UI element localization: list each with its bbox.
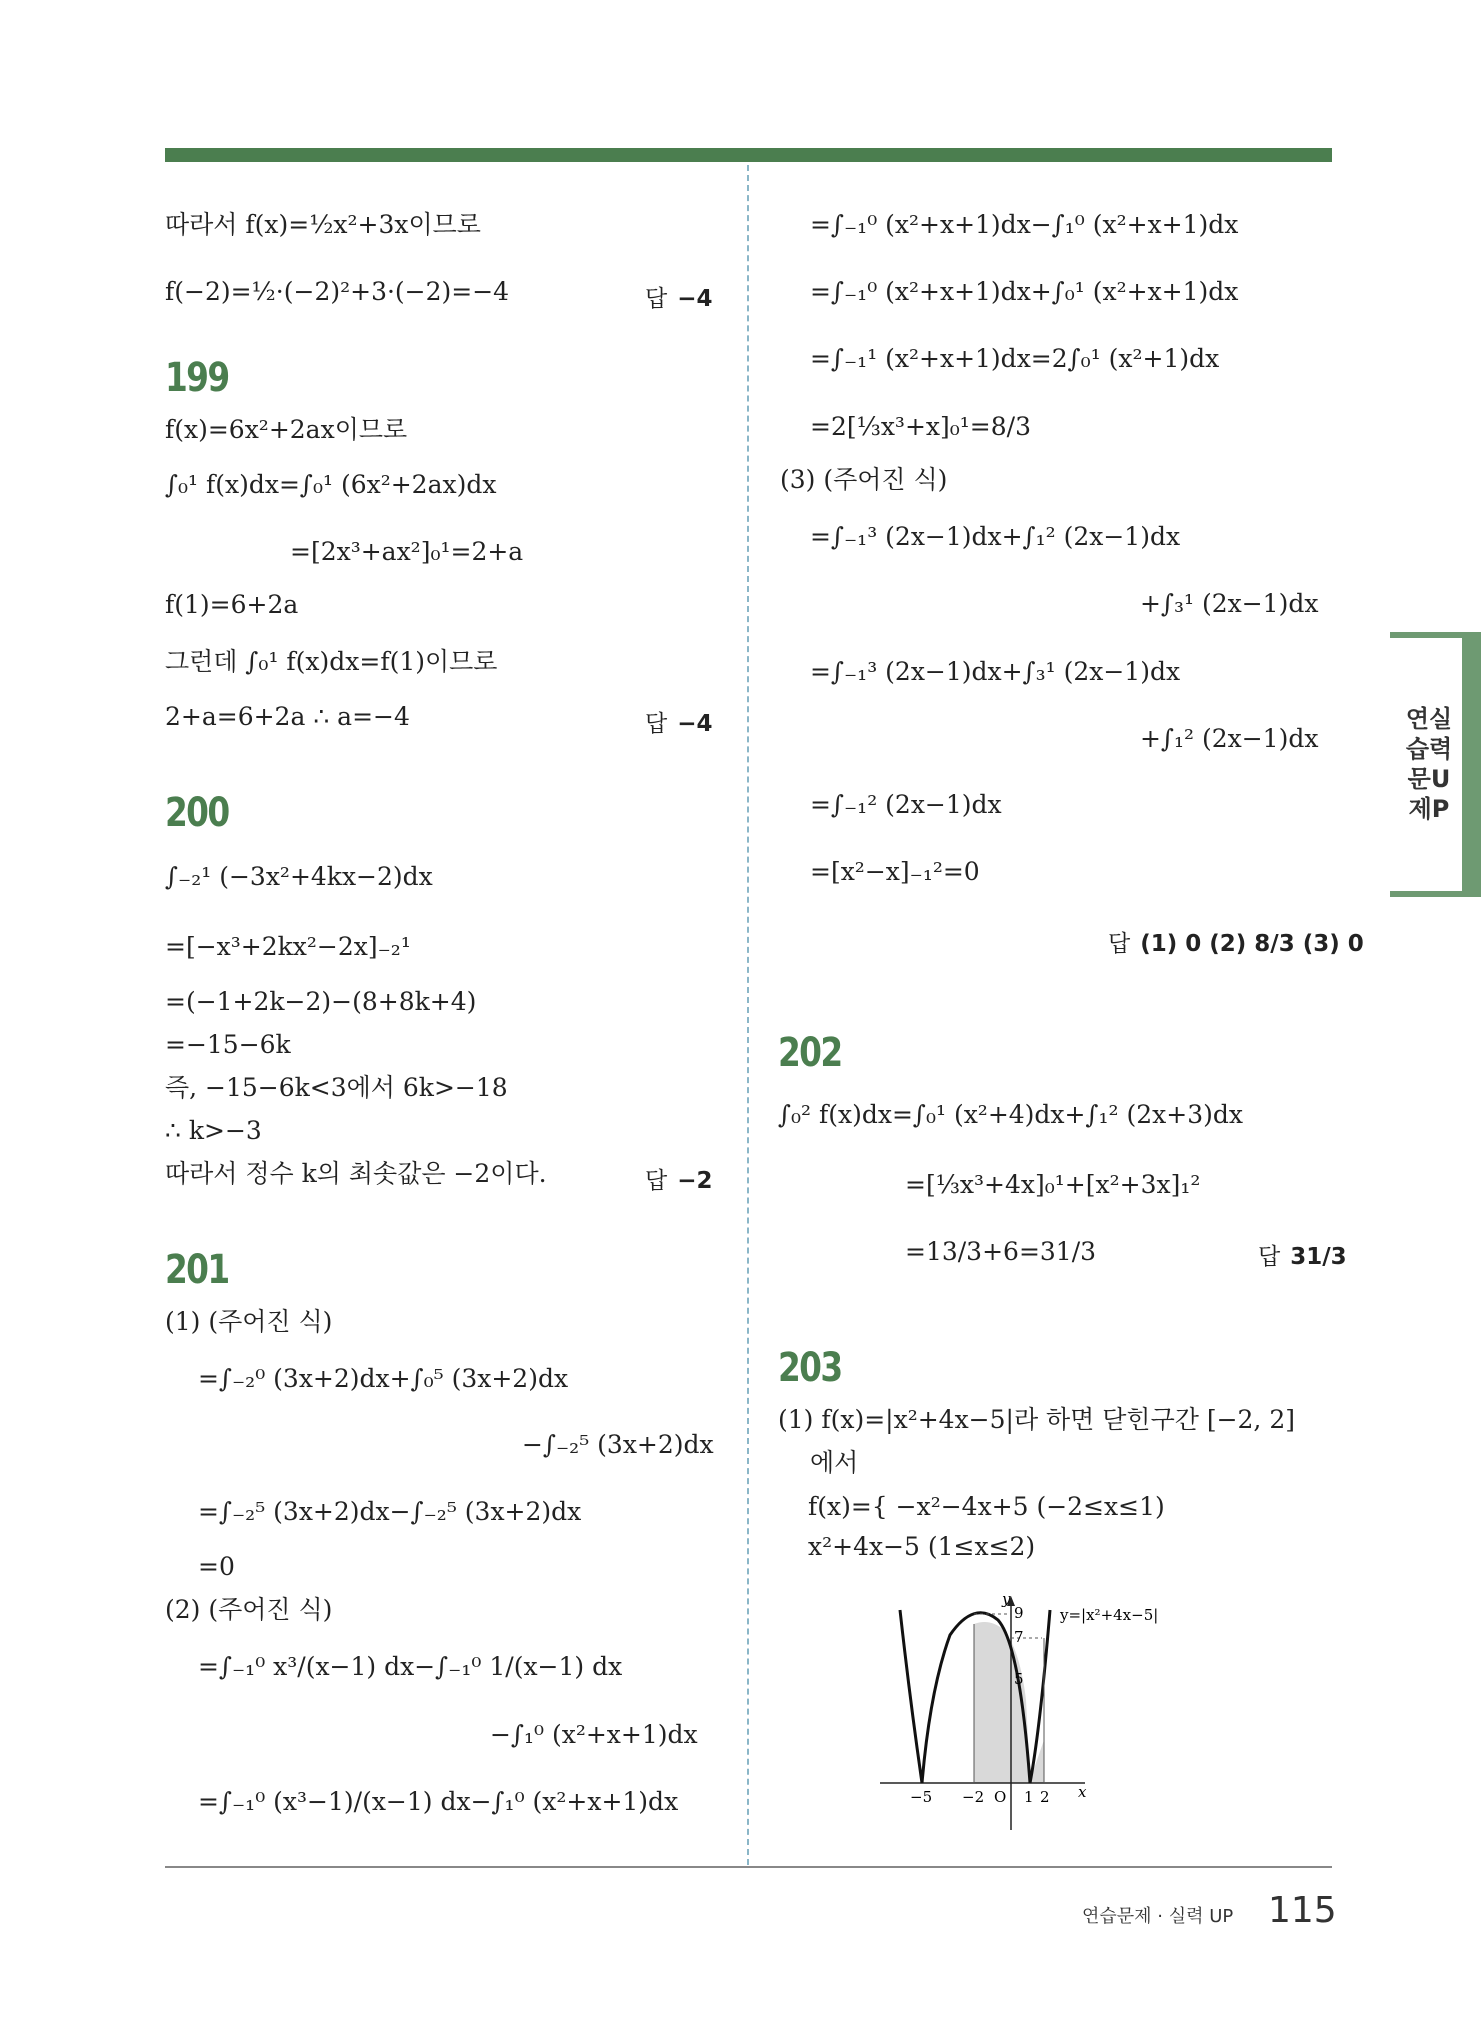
p201c-line-4: =2[⅓x³+x]₀¹=8/3 [810,412,1031,441]
footer-section-label: 연습문제 · 실력 UP [1082,1906,1234,1927]
p199-line-6: 2+a=6+2a ∴ a=−4 [165,702,410,731]
p199-line-1: f(x)=6x²+2ax이므로 [165,415,408,444]
y-tick-5: 5 [1014,1670,1024,1688]
p201c-line-9: +∫₁² (2x−1)dx [1140,724,1319,753]
side-tab-text: 연실 습력 문U 제P [1405,705,1453,823]
x-tick-1: 1 [1024,1788,1034,1806]
p200-line-1: ∫₋₂¹ (−3x²+4kx−2)dx [165,862,433,891]
p203-line-3: f(x)={ −x²−4x+5 (−2≤x≤1) [808,1492,1165,1521]
p201-line-8: −∫₁⁰ (x²+x+1)dx [490,1720,698,1749]
p201-line-7: =∫₋₁⁰ x³/(x−1) dx−∫₋₁⁰ 1/(x−1) dx [198,1652,623,1681]
p201c-line-2: =∫₋₁⁰ (x²+x+1)dx+∫₀¹ (x²+x+1)dx [810,277,1239,306]
p201c-line-8: =∫₋₁³ (2x−1)dx+∫₃¹ (2x−1)dx [810,657,1181,686]
p200-line-6: ∴ k>−3 [165,1116,262,1145]
problem-number-203: 203 [778,1345,842,1391]
p202-answer: 답 31/3 [1258,1244,1347,1270]
absolute-value-graph [870,1590,1230,1830]
intro-answer: 답 −4 [645,286,713,312]
p200-line-7: 따라서 정수 k의 최솟값은 −2이다. [165,1159,547,1188]
origin-label: O [994,1788,1007,1806]
problem-number-202: 202 [778,1030,842,1076]
p200-line-5: 즉, −15−6k<3에서 6k>−18 [165,1073,508,1102]
p201-line-4: =∫₋₂⁵ (3x+2)dx−∫₋₂⁵ (3x+2)dx [198,1497,582,1526]
x-axis-label: x [1078,1783,1087,1801]
problem-number-200: 200 [165,790,229,836]
y-axis-label: y [1002,1590,1011,1608]
p201c-line-11: =[x²−x]₋₁²=0 [810,857,980,886]
p201-line-6: (2) (주어진 식) [165,1595,333,1624]
column-divider [747,165,749,1865]
page-number: 115 [1268,1890,1337,1931]
p202-line-3: =13/3+6=31/3 [905,1237,1097,1266]
x-tick-neg2: −2 [962,1788,985,1806]
p199-line-3: =[2x³+ax²]₀¹=2+a [290,537,524,566]
p201-line-1: (1) (주어진 식) [165,1307,333,1336]
bottom-rule [165,1866,1332,1868]
p201c-line-7: +∫₃¹ (2x−1)dx [1140,589,1319,618]
p203-line-4: x²+4x−5 (1≤x≤2) [808,1532,1036,1561]
p199-line-4: f(1)=6+2a [165,590,299,619]
p200-line-3: =(−1+2k−2)−(8+8k+4) [165,987,477,1016]
p201c-line-5: (3) (주어진 식) [780,465,948,494]
p199-line-5: 그런데 ∫₀¹ f(x)dx=f(1)이므로 [165,647,498,676]
p201-line-3: −∫₋₂⁵ (3x+2)dx [522,1430,714,1459]
p201-line-5: =0 [198,1552,235,1581]
p199-line-2: ∫₀¹ f(x)dx=∫₀¹ (6x²+2ax)dx [165,470,497,499]
p203-line-2: 에서 [810,1448,859,1477]
p199-answer: 답 −4 [645,711,713,737]
p200-line-4: =−15−6k [165,1030,291,1059]
top-accent-bar [165,148,1332,162]
p201c-line-10: =∫₋₁² (2x−1)dx [810,790,1002,819]
p201-answer: 답 (1) 0 (2) 8/3 (3) 0 [1108,931,1364,957]
chapter-side-tab [1390,632,1481,897]
p202-line-2: =[⅓x³+4x]₀¹+[x²+3x]₁² [905,1170,1201,1199]
y-tick-9: 9 [1014,1604,1024,1622]
p201-line-9: =∫₋₁⁰ (x³−1)/(x−1) dx−∫₁⁰ (x²+x+1)dx [198,1787,679,1816]
p201c-line-6: =∫₋₁³ (2x−1)dx+∫₁² (2x−1)dx [810,522,1181,551]
p200-answer: 답 −2 [645,1168,713,1194]
intro-line-2: f(−2)=½·(−2)²+3·(−2)=−4 [165,277,510,306]
intro-line-1: 따라서 f(x)=½x²+3x이므로 [165,210,481,239]
problem-number-199: 199 [165,355,229,401]
p201-line-2: =∫₋₂⁰ (3x+2)dx+∫₀⁵ (3x+2)dx [198,1364,569,1393]
p201c-line-3: =∫₋₁¹ (x²+x+1)dx=2∫₀¹ (x²+1)dx [810,344,1220,373]
curve-label: y=|x²+4x−5| [1060,1606,1159,1624]
x-tick-neg5: −5 [910,1788,933,1806]
y-tick-7: 7 [1014,1628,1024,1646]
p202-line-1: ∫₀² f(x)dx=∫₀¹ (x²+4)dx+∫₁² (2x+3)dx [778,1100,1243,1129]
p203-line-1: (1) f(x)=|x²+4x−5|라 하면 닫힌구간 [−2, 2] [778,1405,1295,1434]
x-tick-2: 2 [1040,1788,1050,1806]
problem-number-201: 201 [165,1247,229,1293]
p201c-line-1: =∫₋₁⁰ (x²+x+1)dx−∫₁⁰ (x²+x+1)dx [810,210,1239,239]
p200-line-2: =[−x³+2kx²−2x]₋₂¹ [165,932,411,961]
